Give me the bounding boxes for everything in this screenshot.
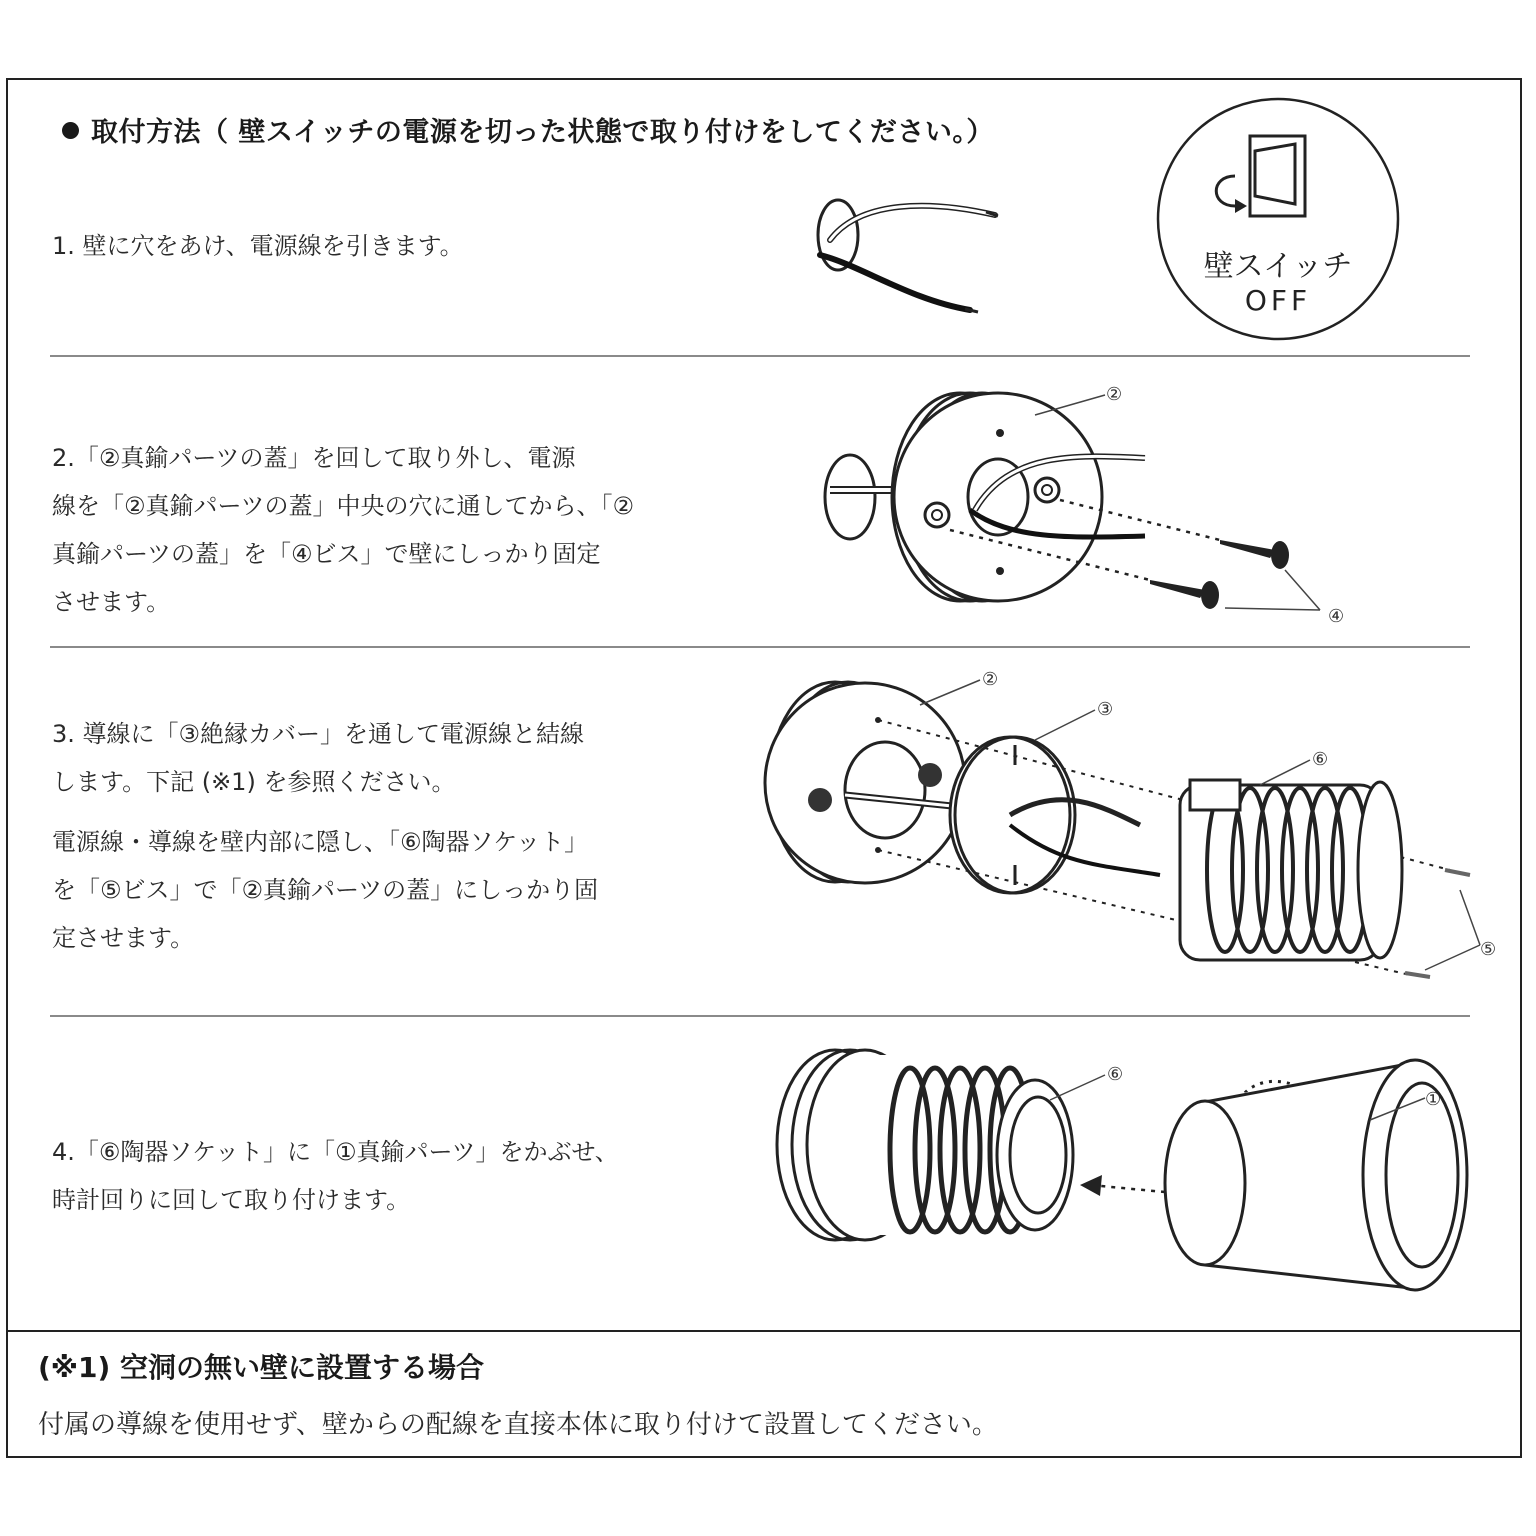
step-1-wire-illustration — [800, 180, 1020, 330]
step-2-lid-illustration — [810, 380, 1370, 630]
switch-off-badge — [1155, 96, 1401, 342]
note-title: (※1) 空洞の無い壁に設置する場合 — [38, 1351, 485, 1384]
label-part-3: ③ — [1097, 699, 1114, 720]
step-4-cover-illustration — [770, 1020, 1470, 1320]
label-part-2: ② — [982, 669, 999, 690]
label-part-6: ⑥ — [1107, 1064, 1124, 1085]
divider — [50, 1015, 1470, 1017]
wall-switch-icon — [1250, 136, 1305, 216]
screw-icon — [1150, 580, 1219, 609]
label-part-5: ⑤ — [1480, 939, 1497, 960]
step-3-subtext: 電源線・導線を壁内部に隠し、「⑥陶器ソケット」 を「⑤ビス」で「②真鍮パーツの蓋」にしっかり固 定させます。 — [52, 828, 599, 952]
bullet-icon — [62, 122, 79, 139]
switch-badge-line2: OFF — [1244, 284, 1312, 317]
step-2-text: 2.「②真鍮パーツの蓋」を回して取り外し、電源 線を「②真鍮パーツの蓋」中央の穴に通してから、「② 真鍮パーツの蓋」を「④ビス」で壁にしっかり固定 させます。 — [52, 444, 635, 616]
step-3-socket-illustration — [760, 665, 1510, 995]
page-title — [62, 110, 994, 149]
step-4-text: 4.「⑥陶器ソケット」に「①真鍮パーツ」をかぶせ、 時計回りに回して取り付けます。 — [52, 1138, 619, 1214]
divider — [50, 355, 1470, 357]
divider — [50, 646, 1470, 648]
page-title-text: 取付方法（ 壁スイッチの電源を切った状態で取り付けをしてください。） — [91, 117, 994, 148]
switch-badge-line1: 壁スイッチ — [1203, 249, 1353, 284]
step-3-text: 3. 導線に「③絶縁カバー」を通して電源線と結線 します。下記 (※1) を参照ください。 — [52, 720, 585, 796]
note-body: 付属の導線を使用せず、壁からの配線を直接本体に取り付けて設置してください。 — [38, 1410, 998, 1440]
label-part-1: ① — [1425, 1089, 1442, 1110]
label-part-4: ④ — [1328, 606, 1345, 627]
step-1-text: 1. 壁に穴をあけ、電源線を引きます。 — [52, 232, 464, 260]
screw-icon — [1220, 540, 1289, 569]
label-part-6: ⑥ — [1312, 749, 1329, 770]
label-part-2: ② — [1106, 384, 1123, 405]
